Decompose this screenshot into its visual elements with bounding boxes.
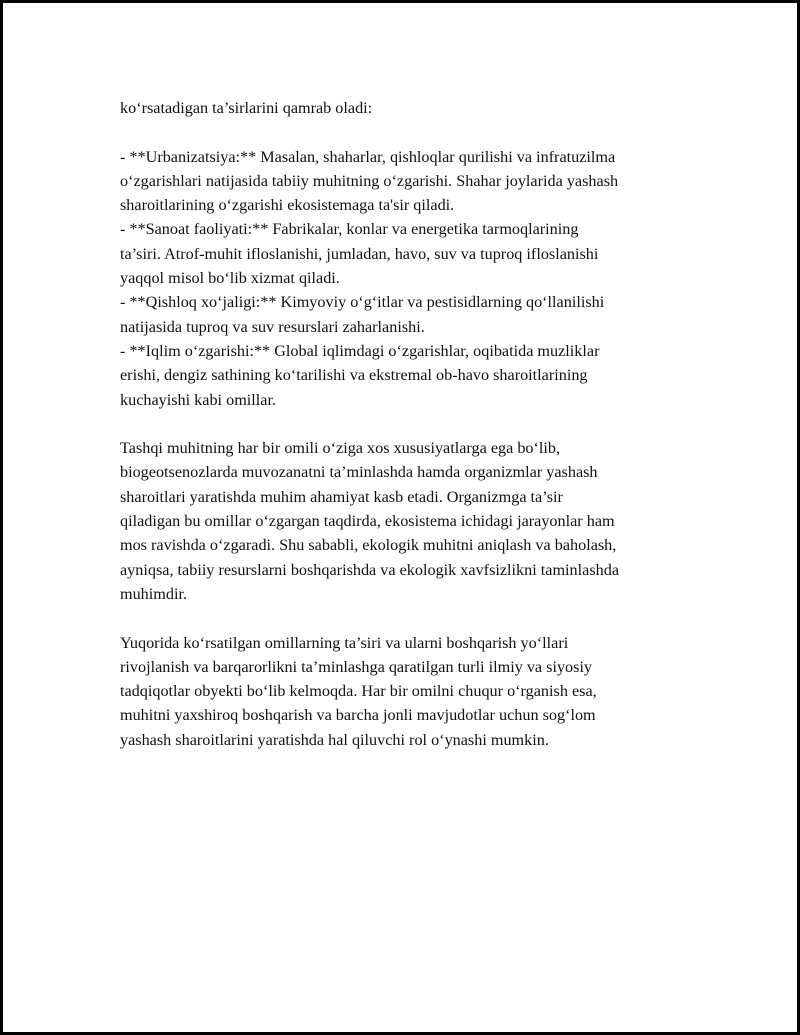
bullet-line: - **Urbanizatsiya:** Masalan, shaharlar, qishloqlar qurilishi va infratuzilma: [120, 147, 616, 166]
paragraph-line: biogeotsenozlarda muvozanatni ta’minlashda hamda organizmlar yashash: [120, 463, 598, 482]
bullet-agriculture: [120, 290, 700, 339]
paragraph-line: ayniqsa, tabiiy resurslarni boshqarishda va ekologik xavfsizlikni taminlashda: [120, 560, 619, 579]
paragraph-line: rivojlanish va barqarorlikni ta’minlashga qaratilgan turli ilmiy va siyosiy: [120, 657, 593, 676]
paragraph-line: qiladigan bu omillar o‘zgargan taqdirda, ekosistema ichidagi jarayonlar ham: [120, 512, 615, 531]
paragraph-line: Yuqorida ko‘rsatilgan omillarning ta’siri va ularni boshqarish yo‘llari: [120, 633, 569, 652]
bullet-urbanization: [120, 145, 700, 218]
bullet-line: natijasida tuproq va suv resurslari zaharlanishi.: [120, 317, 425, 336]
paragraph-line: muhitni yaxshiroq boshqarish va barcha jonli mavjudotlar uchun sog‘lom: [120, 706, 596, 725]
bullet-line: sharoitlarining o‘zgarishi ekosistemaga ta'sir qiladi.: [120, 196, 455, 215]
bullet-line: - **Qishloq xo‘jaligi:** Kimyoviy o‘g‘itlar va pestisidlarning qo‘llanilishi: [120, 293, 605, 312]
paragraph-gap: [120, 120, 700, 144]
paragraph-line: yashash sharoitlarini yaratishda hal qiluvchi rol o‘ynashi mumkin.: [120, 730, 549, 749]
document-body: [120, 96, 700, 752]
bullet-line: erishi, dengiz sathining ko‘tarilishi va ekstremal ob-havo sharoitlarining: [120, 366, 588, 385]
bullet-line: o‘zgarishlari natijasida tabiiy muhitning o‘zgarishi. Shahar joylarida yashash: [120, 171, 619, 190]
paragraph-line: sharoitlari yaratishda muhim ahamiyat kasb etadi. Organizmga ta’sir: [120, 487, 563, 506]
bullet-line: ta’siri. Atrof-muhit ifloslanishi, jumladan, havo, suv va tuproq ifloslanishi: [120, 244, 599, 263]
paragraph-line: tadqiqotlar obyekti bo‘lib kelmoqda. Har bir omilni chuqur o‘rganish esa,: [120, 682, 597, 701]
bullet-line: kuchayishi kabi omillar.: [120, 390, 277, 409]
paragraph-2: [120, 436, 700, 606]
paragraph-3: [120, 631, 700, 752]
bullet-climate-change: [120, 339, 700, 412]
paragraph-gap: [120, 412, 700, 436]
paragraph-line: muhimdir.: [120, 584, 188, 603]
paragraph-gap: [120, 606, 700, 630]
bullet-list: [120, 145, 700, 412]
bullet-line: - **Iqlim o‘zgarishi:** Global iqlimdagi o‘zgarishlar, oqibatida muzliklar: [120, 341, 600, 360]
intro-line: ko‘rsatadigan ta’sirlarini qamrab oladi:: [120, 99, 373, 117]
paragraph-line: mos ravishda o‘zgaradi. Shu sababli, ekologik muhitni aniqlash va baholash,: [120, 536, 617, 555]
bullet-line: yaqqol misol bo‘lib xizmat qiladi.: [120, 269, 340, 288]
bullet-industry: [120, 217, 700, 290]
paragraph-line: Tashqi muhitning har bir omili o‘ziga xos xususiyatlarga ega bo‘lib,: [120, 439, 561, 458]
bullet-line: - **Sanoat faoliyati:** Fabrikalar, konlar va energetika tarmoqlarining: [120, 220, 579, 239]
